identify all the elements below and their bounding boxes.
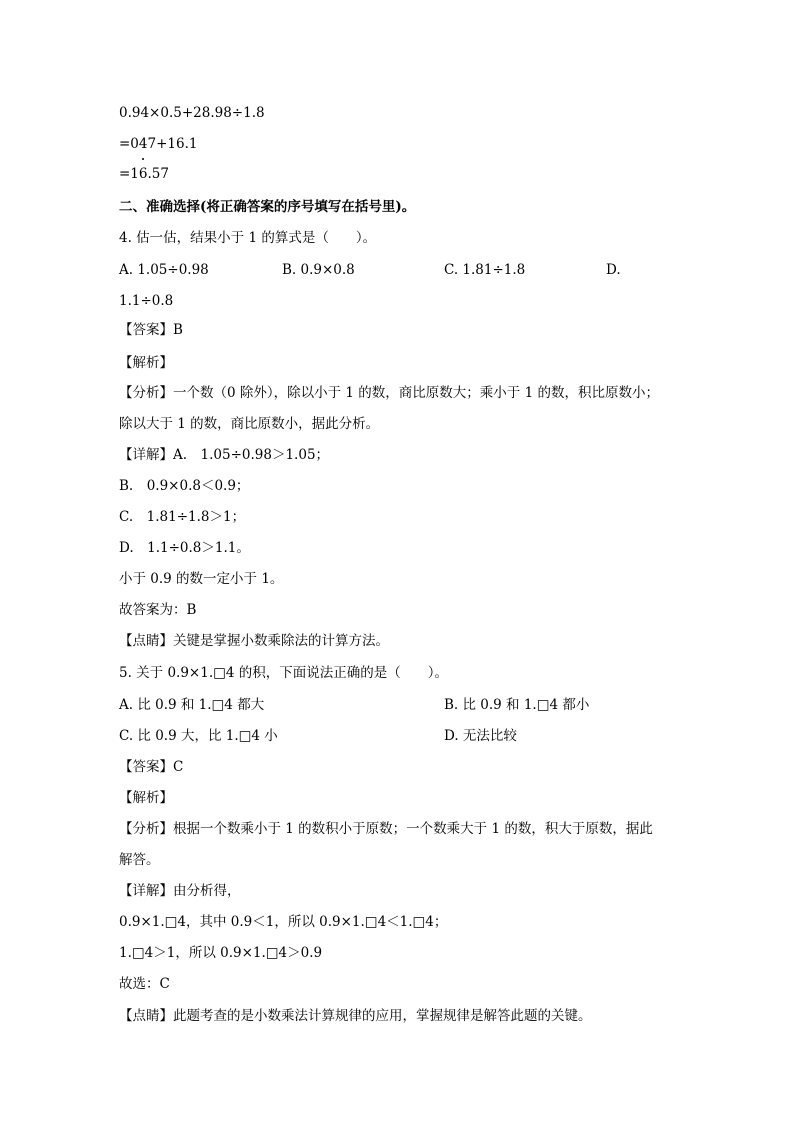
q4-detail-line-4: D. 1.1÷0.8＞1.1。 [119,540,250,556]
q4-analysis-label: 【解析】 [119,355,173,371]
q4-answer: 【答案】B [119,322,183,338]
q5-detail-line-2: 0.9×1.□4，其中 0.9＜1，所以 0.9×1.□4＜1.□4； [119,914,448,930]
q5-option-a: A. 比 0.9 和 1.□4 都大 [119,697,265,713]
q4-stem: 4. 估一估，结果小于 1 的算式是（ ）。 [119,230,377,246]
q4-conclusion: 故答案为：B [119,602,197,618]
q4-option-d: D. [606,262,621,278]
q5-conclusion: 故选：C [119,976,170,992]
calc-line-2-dotted-digit: 4 [138,136,148,152]
q4-option-b: B. 0.9×0.8 [282,262,355,278]
q4-detail-line-2: B. 0.9×0.8＜0.9； [119,478,250,494]
q5-option-b: B. 比 0.9 和 1.□4 都小 [444,697,590,713]
q5-detail-line-1: 【详解】由分析得， [119,883,241,899]
q5-option-c: C. 比 0.9 大，比 1.□4 小 [119,728,278,744]
calc-line-3: =16.57 [119,166,169,182]
q4-detail-line-1: 【详解】A. 1.05÷0.98＞1.05； [119,447,330,463]
section-title: 二、准确选择(将正确答案的序号填写在括号里)。 [119,199,416,215]
q4-fenxi-line-2: 除以大于 1 的数，商比原数小，据此分析。 [119,416,380,432]
q4-detail-line-3: C. 1.81÷1.8＞1； [119,509,246,525]
q4-option-d-continued: 1.1÷0.8 [119,293,174,309]
q5-detail-line-3: 1.□4＞1，所以 0.9×1.□4＞0.9 [119,945,323,961]
q5-fenxi-line-1: 【分析】根据一个数乘小于 1 的数积小于原数；一个数乘大于 1 的数，积大于原数，据此 [119,821,653,837]
calc-line-1: 0.94×0.5+28.98÷1.8 [119,105,265,121]
q5-fenxi-line-2: 解答。 [119,852,160,868]
q4-dianjing: 【点睛】关键是掌握小数乘除法的计算方法。 [119,633,389,649]
q5-option-d: D. 无法比较 [444,728,517,744]
q4-detail-line-5: 小于 0.9 的数一定小于 1。 [119,571,284,587]
calc-line-2-pre: =0 [119,136,139,152]
q5-answer: 【答案】C [119,759,184,775]
q5-stem: 5. 关于 0.9×1.□4 的积，下面说法正确的是（ ）。 [119,665,449,681]
q4-option-c: C. 1.81÷1.8 [444,262,526,278]
q5-analysis-label: 【解析】 [119,790,173,806]
calc-line-2 [119,135,197,153]
q5-dianjing: 【点睛】此题考查的是小数乘法计算规律的应用，掌握规律是解答此题的关键。 [119,1008,592,1024]
q4-fenxi-line-1: 【分析】一个数（0 除外），除以小于 1 的数，商比原数大；乘小于 1 的数，积比原数小； [119,385,659,401]
q4-option-a: A. 1.05÷0.98 [119,262,209,278]
calc-line-2-post: 7+16.1 [147,136,198,152]
